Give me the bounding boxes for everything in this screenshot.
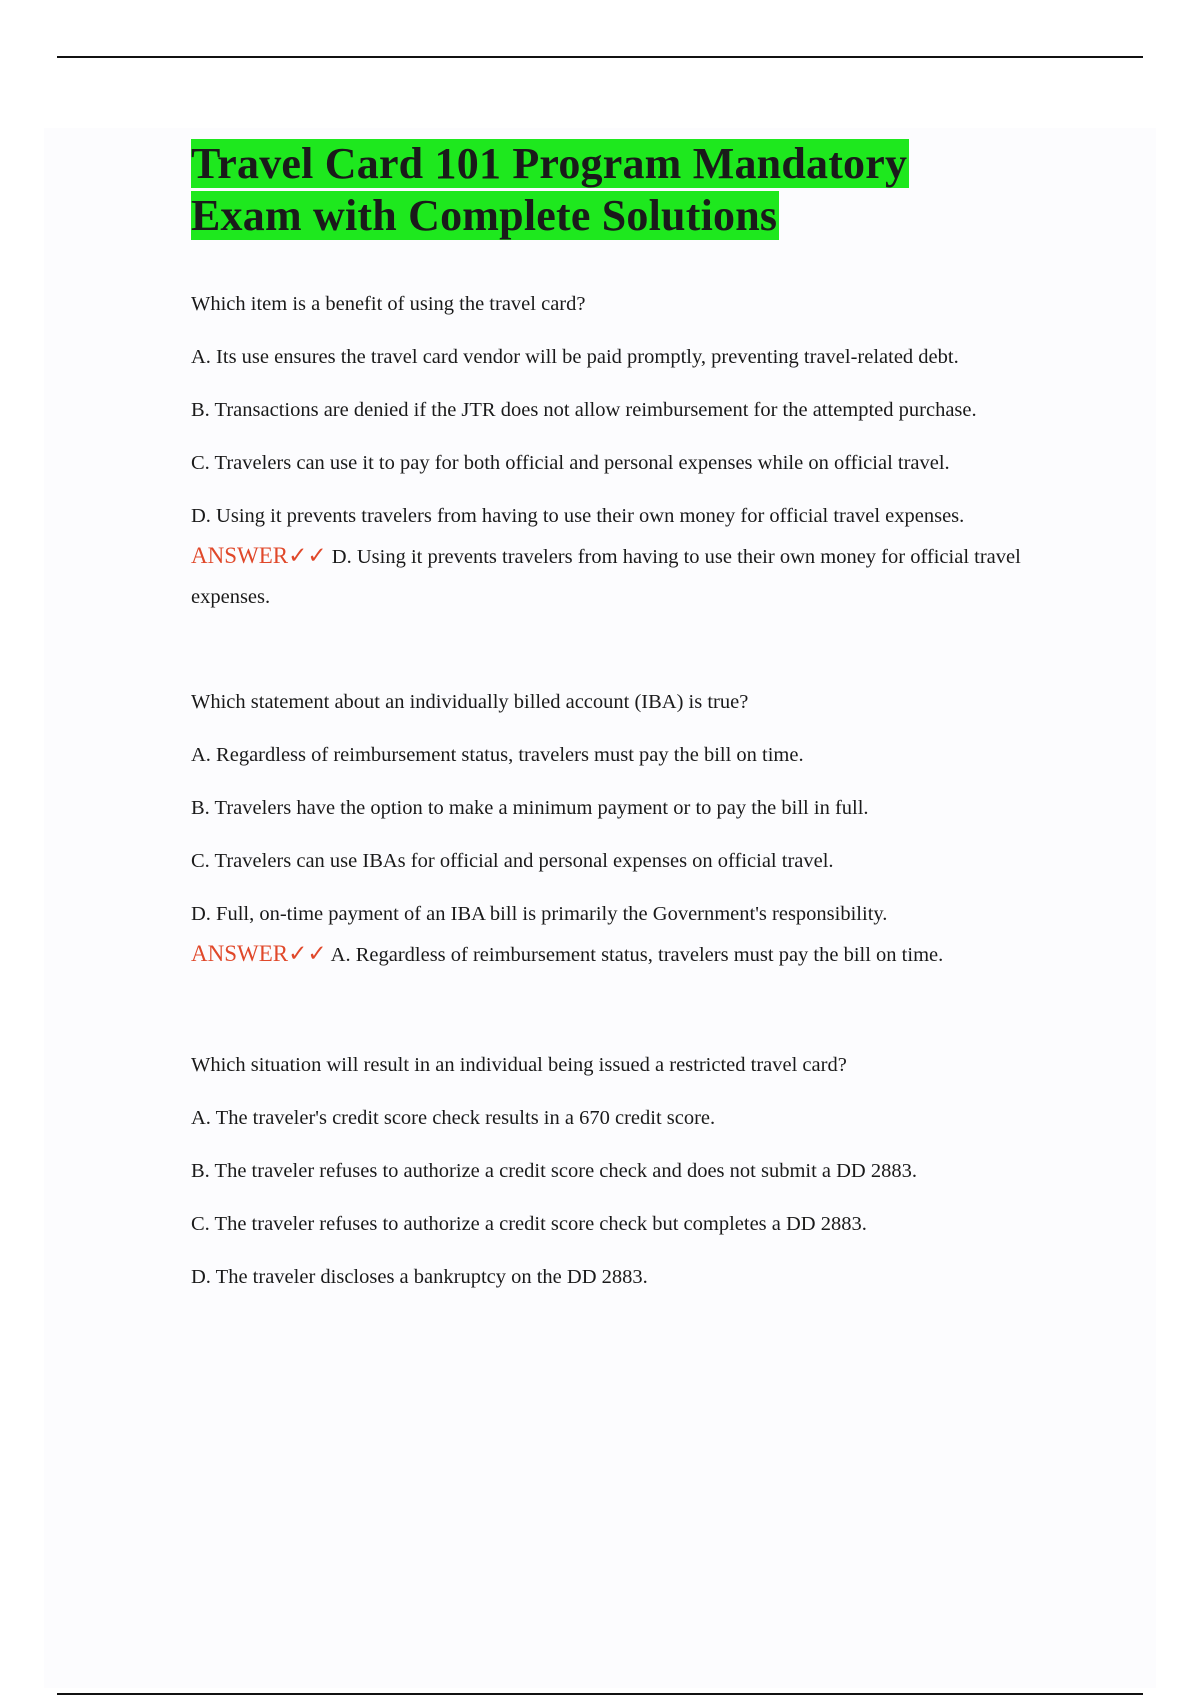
top-rule bbox=[57, 56, 1143, 58]
option-a: A. The traveler's credit score check results in a 670 credit score. bbox=[191, 1107, 716, 1129]
option-c: C. The traveler refuses to authorize a credit score check but completes a DD 2883. bbox=[191, 1213, 867, 1235]
answer-label: ANSWER✓✓ bbox=[191, 941, 327, 966]
answer-text: D. Using it prevents travelers from having to use their own money for official travel expenses. bbox=[191, 546, 1021, 608]
option-a: A. Its use ensures the travel card vendor will be paid promptly, preventing travel-related debt. bbox=[191, 346, 959, 368]
title-line-2: Exam with Complete Solutions bbox=[191, 191, 778, 240]
option-d: D. Using it prevents travelers from having to use their own money for official travel expenses. bbox=[191, 505, 965, 527]
bottom-rule bbox=[57, 1693, 1143, 1695]
title-line-1: Travel Card 101 Program Mandatory bbox=[191, 139, 908, 188]
question-block-2 bbox=[191, 682, 1071, 975]
question-block-1 bbox=[191, 284, 1071, 617]
answer-label: ANSWER✓✓ bbox=[191, 543, 327, 568]
question-text: Which situation will result in an individual being issued a restricted travel card? bbox=[191, 1054, 847, 1076]
option-b: B. The traveler refuses to authorize a credit score check and does not submit a DD 2883. bbox=[191, 1160, 917, 1182]
question-text: Which item is a benefit of using the travel card? bbox=[191, 293, 586, 315]
option-b: B. Travelers have the option to make a minimum payment or to pay the bill in full. bbox=[191, 797, 869, 819]
answer-text: A. Regardless of reimbursement status, travelers must pay the bill on time. bbox=[330, 944, 944, 966]
option-d: D. The traveler discloses a bankruptcy on the DD 2883. bbox=[191, 1266, 648, 1288]
answer-line bbox=[191, 934, 1071, 975]
document-content bbox=[191, 138, 1071, 1297]
option-d: D. Full, on-time payment of an IBA bill is primarily the Government's responsibility. bbox=[191, 903, 888, 925]
option-c: C. Travelers can use it to pay for both official and personal expenses while on official travel. bbox=[191, 452, 950, 474]
option-b: B. Transactions are denied if the JTR does not allow reimbursement for the attempted purchase. bbox=[191, 399, 977, 421]
option-a: A. Regardless of reimbursement status, travelers must pay the bill on time. bbox=[191, 744, 804, 766]
document-title bbox=[191, 138, 1071, 242]
option-c: C. Travelers can use IBAs for official and personal expenses on official travel. bbox=[191, 850, 834, 872]
question-text: Which statement about an individually billed account (IBA) is true? bbox=[191, 691, 749, 713]
option-d-with-answer bbox=[191, 496, 1071, 617]
question-block-3 bbox=[191, 1045, 1071, 1297]
